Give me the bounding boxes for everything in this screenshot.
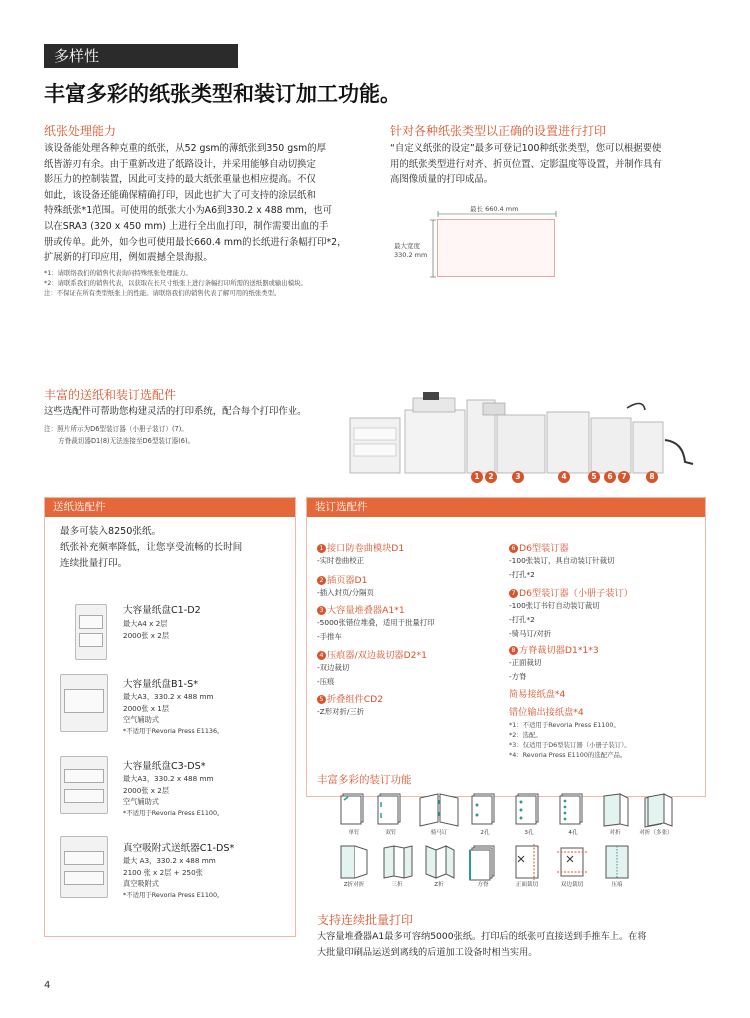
z-fold-icon: [422, 842, 456, 882]
two-hole-icon: [468, 790, 502, 830]
half-fold-icon: [598, 790, 632, 830]
tray-c3-ds-name: 大容量纸盘C3-DS*: [123, 761, 206, 772]
icon-label-7: 对折: [609, 830, 621, 836]
finishing-option-7-line-2: -打孔*2: [509, 615, 535, 624]
tray-b1-s-name: 大容量纸盘B1-S*: [123, 679, 199, 690]
square-spine-icon: [466, 842, 500, 882]
options-note-2: 方脊裁切器D1(8)无法连接至D6型装订器(6)。: [58, 437, 195, 445]
printer-system-image: [345, 380, 695, 480]
continuous-title: 支持连续批量打印: [317, 913, 414, 927]
tray-b1-s-image: [60, 674, 108, 732]
options-text: 这些选配件可帮助您构建灵活的打印系统，配合每个打印作业。: [44, 406, 307, 417]
icon-label-8: 对折（多张）: [639, 830, 673, 836]
finishing-option-4-title: 4 压痕器/双边裁切器D2*1: [317, 647, 427, 661]
creasing-icon: [600, 842, 634, 882]
icon-label-1: 单钉: [348, 830, 360, 836]
long-paper-diagram: [437, 219, 555, 277]
max-width-label: 最大宽度: [394, 242, 420, 250]
icon-label-15: 压痕: [611, 882, 623, 888]
finishing-option-8-title: 8 方脊裁切器D1*1*3: [509, 642, 599, 656]
finishing-option-7-line-1: -100张订书钉自动装订裁切: [509, 601, 600, 610]
finishing-options-title: 装订选配件: [307, 498, 705, 517]
page-headline: 丰富多彩的纸张类型和装订加工功能。: [44, 82, 401, 106]
finishing-option-4-line-1: -双边裁切: [317, 663, 350, 672]
paper-handling-text: 该设备能处理各种克重的纸张，从52 gsm的薄纸张到350 gsm的厚 纸皆游刃有余。由于重新改进了纸路设计，并采用能够自动切换定 影压力的控制装置，因此可支持的最大纸张重量也相应提高。不仅 如此，该设备还能确保精确打印，因此也扩大了可支持的涂层纸和 特殊纸张*1范围。可使用的纸张大小为A6到330.2 x 488 mm，也可 以在SRA3 (320 x 450 mm) 上进行全出血打印，制作需要出血的手 册或传单。此外，如今也可使用最长660.4 mm的长纸进行条幅打印*2， 扩展新的打印应用，例如震撼全景海报。: [44, 143, 347, 264]
icon-label-9: Z折对折: [343, 882, 365, 888]
paper-handling-title: 纸张处理能力: [44, 124, 117, 138]
tray-c3-ds-image: [60, 756, 108, 814]
finishing-option-8-line-2: -方脊: [509, 672, 527, 681]
icon-label-2: 双钉: [385, 830, 397, 836]
finishing-option-6-title: 6 D6型装订器: [509, 540, 569, 554]
offset-tray-title: 错位输出接纸盘*4: [509, 707, 584, 718]
multi-sheet-fold-icon: [641, 790, 675, 830]
finishing-option-2-title: 2 插页器D1: [317, 572, 367, 586]
feeding-options-panel: [44, 497, 296, 937]
tray-b1-s-specs: 最大A3，330.2 x 488 mm 2000张 x 1层 空气辅助式 *不适用于Revoria Press E1136。: [123, 692, 224, 735]
max-width-value: 330.2 mm: [394, 251, 428, 259]
finishing-functions-title: 丰富多彩的装订功能: [317, 774, 412, 786]
feeding-intro: 最多可装入8250张纸。 纸张补充频率降低，让您享受流畅的长时间 连续批量打印。: [60, 526, 243, 569]
finishing-option-8-line-1: -正面裁切: [509, 658, 542, 667]
tray-c3-ds-specs: 最大A3，330.2 x 488 mm 2000张 x 2层 空气辅助式 *不适用于Revoria Press E1100。: [123, 774, 224, 817]
icon-label-3: 骑马订: [430, 830, 448, 836]
options-note-1: 注：照片所示为D6型装订器（小册子装订）(7)。: [44, 425, 188, 433]
feeder-c1-ds-name: 真空吸附式送纸器C1-DS*: [123, 843, 235, 854]
tray-c1-d2-image: [75, 604, 107, 660]
finishing-option-4-line-2: -压痕: [317, 677, 335, 686]
icon-label-12: 方脊: [477, 882, 489, 888]
options-title: 丰富的送纸和装订选配件: [44, 388, 177, 402]
finishing-option-3-title: 3 大容量堆叠器A1*1: [317, 602, 405, 616]
three-hole-icon: [512, 790, 546, 830]
finishing-footnotes: *1：不适用于Revoria Press E1100。 *2：选配。 *3：仅适用于D6型装订器（小册子装订）。 *4：Revoria Press E1100的选配产品。: [509, 721, 631, 759]
length-arrow-icon: [437, 210, 557, 218]
machine-tag-2: 2: [485, 471, 497, 483]
width-arrow-icon: [430, 219, 436, 279]
z-fold-half-icon: [337, 842, 371, 882]
finishing-option-1-line: -实时卷曲校正: [317, 556, 365, 565]
icon-label-10: 三折: [391, 882, 403, 888]
double-staple-icon: [374, 790, 408, 830]
two-side-trim-icon: [555, 842, 589, 882]
feeder-c1-ds-image: [60, 836, 108, 898]
icon-label-11: Z折: [434, 882, 444, 888]
tri-fold-icon: [380, 842, 414, 882]
finishing-option-5-title: 5 折叠组件CD2: [317, 691, 383, 705]
finishing-option-6-line-1: -100张装订，具自动装订针裁切: [509, 556, 615, 565]
machine-tag-6: 6: [604, 471, 616, 483]
continuous-text: 大容量堆叠器A1最多可容纳5000张纸。打印后的纸张可直接送到手推车上。在将 大批量印刷品运送到离线的后道加工设备时相当实用。: [317, 931, 647, 958]
page-number: 4: [44, 980, 51, 991]
simple-tray-title: 简易接纸盘*4: [509, 689, 566, 700]
four-hole-icon: [556, 790, 590, 830]
feeding-options-title: 送纸选配件: [45, 498, 295, 517]
paper-handling-notes: *1：请联络我们的销售代表询问特殊纸张处理能力。 *2：请联系我们的销售代表，以获取在长尺寸纸张上进行条幅打印所需的送纸器或输出模块。 注：不保证在所有类型纸张上的性能。请联络我们的销售代表了解可用的纸张类型。: [44, 269, 307, 297]
icon-label-13: 正面裁切: [515, 882, 539, 888]
max-length-label: 最长 660.4 mm: [470, 205, 519, 213]
icon-label-6: 4孔: [568, 830, 578, 836]
icon-label-5: 3孔: [524, 830, 534, 836]
machine-tag-4: 4: [558, 471, 570, 483]
finishing-option-6-line-2: -打孔*2: [509, 570, 535, 579]
finishing-option-2-line: -插入封页/分隔页: [317, 588, 374, 597]
icon-label-4: 2孔: [480, 830, 490, 836]
finishing-option-3-line-2: -手推车: [317, 632, 342, 641]
machine-tag-1: 1: [471, 471, 483, 483]
finishing-option-5-line: -Z形对折/三折: [317, 707, 365, 716]
machine-tag-3: 3: [512, 471, 524, 483]
finishing-option-1-title: 1 接口防卷曲模块D1: [317, 540, 404, 554]
single-staple-icon: [337, 790, 371, 830]
section-tag: 多样性: [44, 44, 238, 68]
finishing-option-3-line-1: -5000张错位堆叠，适用于批量打印: [317, 618, 435, 627]
machine-tag-7: 7: [618, 471, 630, 483]
tray-c1-d2-name: 大容量纸盘C1-D2: [123, 605, 201, 616]
saddle-stitch-icon: [418, 790, 460, 830]
machine-tag-8: 8: [646, 471, 658, 483]
tray-c1-d2-specs: 最大A4 x 2层 2000张 x 2层: [123, 619, 170, 640]
icon-label-14: 双边裁切: [560, 882, 584, 888]
face-trim-icon: [510, 842, 544, 882]
paper-settings-title: 针对各种纸张类型以正确的设置进行打印: [390, 124, 607, 138]
finishing-option-7-line-3: -骑马订/对折: [509, 629, 552, 638]
finishing-option-7-title: 7 D6型装订器（小册子装订）: [509, 585, 633, 599]
paper-settings-text: “自定义纸张的设定”最多可登记100种纸张类型，您可以根据要使 用的纸张类型进行对齐、折页位置、定影温度等设置，并制作具有 高图像质量的打印成品。: [390, 143, 662, 186]
feeder-c1-ds-specs: 最大 A3，330.2 x 488 mm 2100 张 x 2层 + 250张 真空吸附式 *不适用于Revoria Press E1100。: [123, 856, 224, 899]
machine-tag-5: 5: [588, 471, 600, 483]
